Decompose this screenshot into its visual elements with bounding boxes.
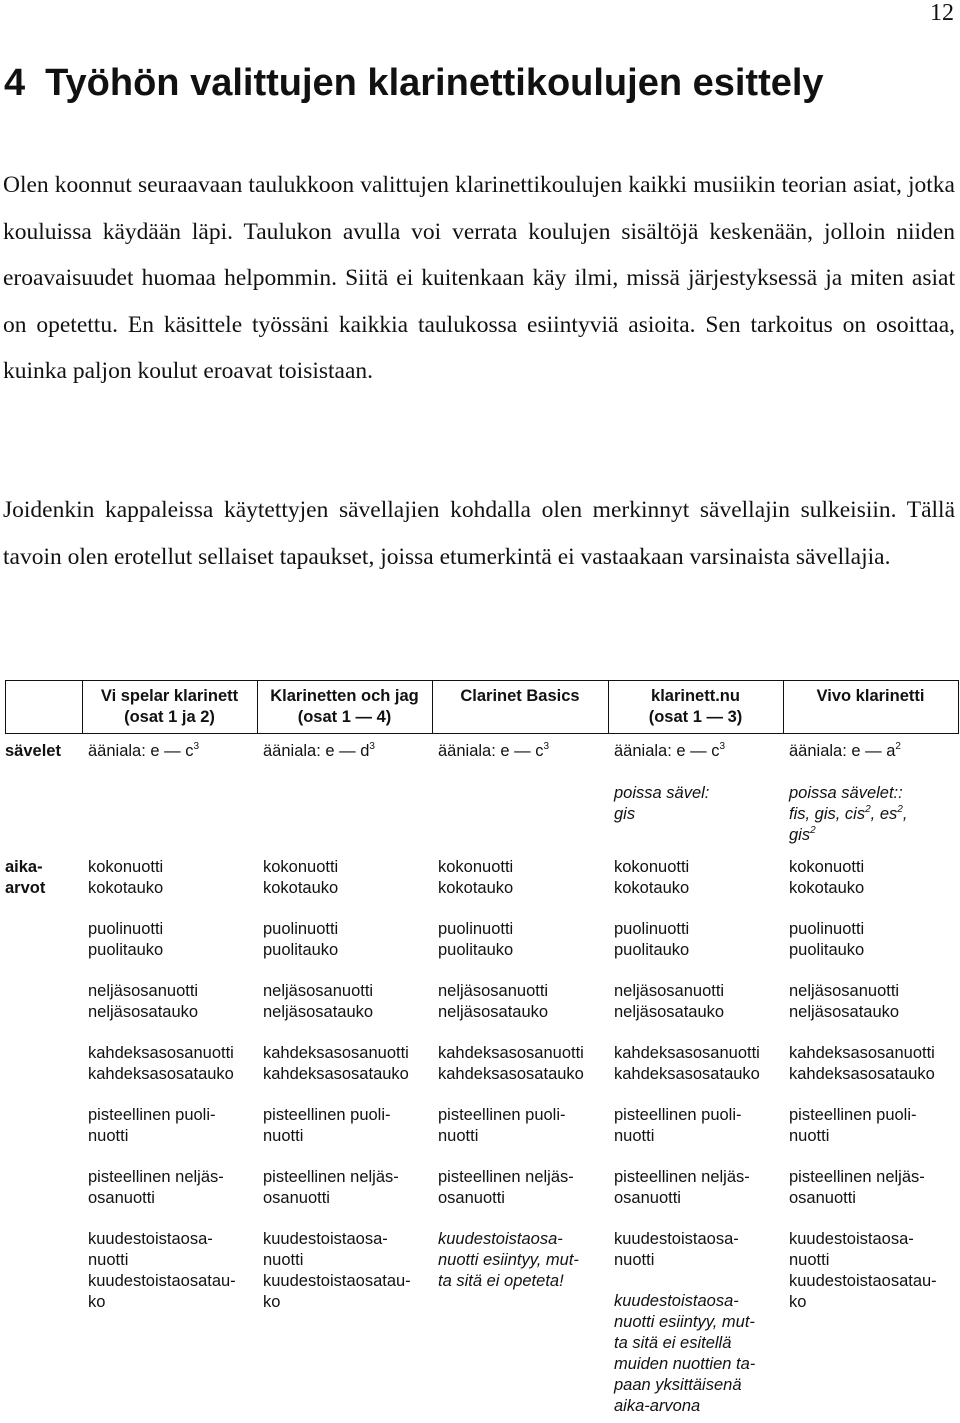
duration-line: kuudestoistaosa- [438,1230,563,1248]
column-header-klarinett-nu [608,686,783,728]
table-vrule [958,680,959,733]
section-heading [4,62,824,105]
range-octave: 3 [369,741,375,752]
duration-line: nuotti [438,1127,479,1145]
duration-cell [789,857,864,899]
row-label-line: aika- [5,858,43,876]
duration-line: kuudestoistaosa- [614,1230,739,1248]
duration-line: kokotauko [88,879,164,897]
duration-line: aika-arvona [614,1397,701,1415]
duration-line: kahdeksasosanuotti [438,1044,584,1062]
header-line: Klarinetten och jag [270,687,419,705]
missing-octave: 2 [865,804,871,815]
header-line: Clarinet Basics [460,687,580,705]
duration-line: ko [789,1293,807,1311]
duration-line: puolinuotti [789,920,865,938]
duration-line: neljäsosatauko [263,1003,374,1021]
header-line: Vivo klarinetti [816,687,925,705]
duration-line: kuudestoistaosa- [789,1230,914,1248]
range-octave: 2 [895,741,901,752]
duration-line: nuotti [614,1127,655,1145]
duration-line: nuotti [88,1127,129,1145]
duration-line: muiden nuottien ta- [614,1355,756,1373]
missing-part: , es [870,805,898,823]
duration-line: pisteellinen neljäs- [614,1168,750,1186]
range-text: ääniala: e — c [88,742,194,760]
duration-cell [438,1105,566,1147]
duration-line: pisteellinen neljäs- [789,1168,925,1186]
header-line: Vi spelar klarinett [100,687,239,705]
duration-line: puolinuotti [88,920,164,938]
duration-line: osanuotti [789,1189,856,1207]
duration-line: kokotauko [263,879,339,897]
header-line: klarinett.nu [651,687,740,705]
duration-cell [789,1229,937,1313]
row-label-aika-arvot [5,857,45,899]
duration-line: kokotauko [614,879,690,897]
duration-line: kokotauko [438,879,514,897]
duration-line: kahdeksasosatauko [263,1065,409,1083]
duration-cell [614,1167,750,1209]
duration-line: nuotti [614,1251,655,1269]
section-title: Työhön valittujen klarinettikoulujen esittely [45,62,824,104]
duration-line: pisteellinen neljäs- [438,1168,574,1186]
duration-line: nuotti [789,1127,830,1145]
savelet-cell [88,741,199,762]
range-text: ääniala: e — d [263,742,370,760]
duration-line: osanuotti [438,1189,505,1207]
duration-line: neljäsosatauko [438,1003,549,1021]
savelet-cell [438,741,549,762]
duration-line: neljäsosanuotti [614,982,725,1000]
duration-cell [438,1043,584,1085]
duration-cell [263,1229,411,1313]
duration-cell [614,981,724,1023]
duration-cell [614,1043,760,1085]
duration-line: osanuotti [88,1189,155,1207]
duration-line: pisteellinen neljäs- [263,1168,399,1186]
header-line: (osat 1 — 3) [648,708,743,726]
duration-line: neljäsosatauko [789,1003,900,1021]
duration-line: pisteellinen puoli- [614,1106,742,1124]
duration-line: nuotti [263,1251,304,1269]
duration-cell [263,1043,409,1085]
duration-line: puolitauko [438,941,514,959]
duration-line: osanuotti [263,1189,330,1207]
duration-cell [789,981,899,1023]
intro-paragraph: Olen koonnut seuraavaan taulukkoon valittujen klarinettikoulujen kaikki musiikin teorian asiat, jotka kouluissa käydään läpi. Taulukon avulla voi verrata koulujen sisältöjä keskenään, jolloin niiden eroavaisuudet huomaa helpommin. Siitä ei kuitenkaan käy ilmi, missä järjestyksessä ja miten asiat on opetettu. En käsittele työssäni kaikkia taulukossa esiintyviä asioita. Sen tarkoitus on osoittaa, kuinka paljon koulut eroavat toisistaan. [3,172,955,384]
duration-line: nuotti esiintyy, mut- [438,1251,579,1269]
duration-cell [88,1229,236,1313]
row-label-line: arvot [5,879,46,897]
duration-cell [88,1043,234,1085]
header-line: (osat 1 — 4) [297,708,392,726]
duration-line: kuudestoistaosatau- [263,1272,411,1290]
table-top-rule [5,680,959,681]
missing-notes-klarinett-nu [614,783,709,825]
column-header-vivo [783,686,958,707]
duration-cell [438,919,513,961]
duration-line: nuotti [263,1127,304,1145]
range-octave: 3 [719,741,726,752]
duration-line: pisteellinen puoli- [88,1106,216,1124]
range-octave: 3 [193,741,200,752]
duration-line: pisteellinen puoli- [789,1106,917,1124]
duration-line: nuotti esiintyy, mut- [614,1313,755,1331]
duration-cell [263,919,338,961]
duration-cell [789,1105,917,1147]
duration-line: kahdeksasosatauko [789,1065,935,1083]
duration-cell [789,1043,935,1085]
missing-octave: 2 [810,825,816,836]
duration-cell [789,1167,925,1209]
duration-cell [789,919,864,961]
duration-line: puolitauko [614,941,690,959]
duration-line: kahdeksasosanuotti [614,1044,760,1062]
duration-line: puolinuotti [263,920,339,938]
range-octave: 3 [543,741,550,752]
duration-line: puolinuotti [614,920,690,938]
comparison-table [5,680,959,1420]
missing-line [789,825,907,846]
duration-line: pisteellinen puoli- [438,1106,566,1124]
duration-line: kuudestoistaosa- [614,1292,739,1310]
page-number: 12 [930,0,954,26]
duration-line: kahdeksasosatauko [438,1065,584,1083]
duration-note-cell [614,1291,755,1417]
duration-line: puolinuotti [438,920,514,938]
duration-cell [263,1105,391,1147]
duration-line: kokonuotti [263,858,339,876]
duration-line: neljäsosanuotti [438,982,549,1000]
duration-cell [614,919,689,961]
duration-line: kuudestoistaosa- [88,1230,213,1248]
duration-line: kahdeksasosanuotti [263,1044,409,1062]
table-header-rule [5,733,959,734]
duration-line: ko [263,1293,281,1311]
duration-line: neljäsosanuotti [263,982,374,1000]
duration-line: neljäsosanuotti [789,982,900,1000]
duration-cell [88,919,163,961]
duration-line: kuudestoistaosatau- [88,1272,236,1290]
range-text: ääniala: e — c [614,742,720,760]
savelet-cell [789,741,901,762]
duration-cell [88,1167,224,1209]
range-text: ääniala: e — c [438,742,544,760]
duration-line: kokonuotti [438,858,514,876]
missing-line: poissa sävel: [614,784,710,802]
missing-octave: 2 [897,804,903,815]
duration-cell [88,981,198,1023]
keys-paragraph: Joidenkin kappaleissa käytettyjen sävellajien kohdalla olen merkinnyt sävellajin sulkeisiin. Tällä tavoin olen erotellut sellaiset tapaukset, joissa etumerkintä ei vastaakaan varsinaista sävellajia. [3,497,955,570]
duration-line: kokonuotti [614,858,690,876]
range-text: ääniala: e — a [789,742,896,760]
duration-line: paan yksittäisenä [614,1376,742,1394]
duration-cell [438,857,513,899]
duration-cell [263,981,373,1023]
duration-cell [614,857,689,899]
duration-line: kahdeksasosatauko [614,1065,760,1083]
missing-line [789,804,907,825]
duration-line: ko [88,1293,106,1311]
missing-line: gis [614,805,636,823]
duration-line: kokonuotti [88,858,164,876]
duration-line: kahdeksasosanuotti [88,1044,234,1062]
row-label-savelet: sävelet [5,742,61,760]
missing-part: fis, gis, cis [789,805,866,823]
duration-line: kuudestoistaosa- [263,1230,388,1248]
duration-line: neljäsosatauko [88,1003,199,1021]
duration-line: osanuotti [614,1189,681,1207]
column-header-klarinetten [257,686,432,728]
duration-line: kokotauko [789,879,865,897]
duration-cell [438,981,548,1023]
missing-notes-vivo [789,783,907,846]
header-line: (osat 1 ja 2) [124,708,215,726]
duration-cell [263,1167,399,1209]
duration-cell [614,1229,739,1271]
duration-line: kokonuotti [789,858,865,876]
duration-cell [88,1105,216,1147]
duration-line: neljäsosanuotti [88,982,199,1000]
savelet-cell [614,741,725,762]
duration-line: ta sitä ei opeteta! [438,1272,564,1290]
duration-cell [263,857,338,899]
duration-line: puolitauko [263,941,339,959]
duration-line: kahdeksasosatauko [88,1065,234,1083]
duration-cell [614,1105,742,1147]
savelet-cell [263,741,375,762]
duration-line: nuotti [88,1251,129,1269]
duration-line: ta sitä ei esitellä [614,1334,732,1352]
duration-line: puolitauko [789,941,865,959]
column-header-vi-spelar [82,686,257,728]
duration-line: pisteellinen puoli- [263,1106,391,1124]
table-vrule [5,680,6,733]
missing-line: poissa sävelet:: [789,784,903,802]
section-number: 4 [4,62,26,104]
duration-line: neljäsosatauko [614,1003,725,1021]
duration-cell [438,1167,574,1209]
duration-line: kahdeksasosanuotti [789,1044,935,1062]
duration-cell [88,857,163,899]
missing-part: gis [789,826,811,844]
duration-line: kuudestoistaosatau- [789,1272,937,1290]
duration-note-cell [438,1229,579,1292]
duration-line: nuotti [789,1251,830,1269]
duration-line: pisteellinen neljäs- [88,1168,224,1186]
missing-part: , [902,805,908,823]
duration-line: puolitauko [88,941,164,959]
column-header-clarinet-basics [432,686,608,707]
